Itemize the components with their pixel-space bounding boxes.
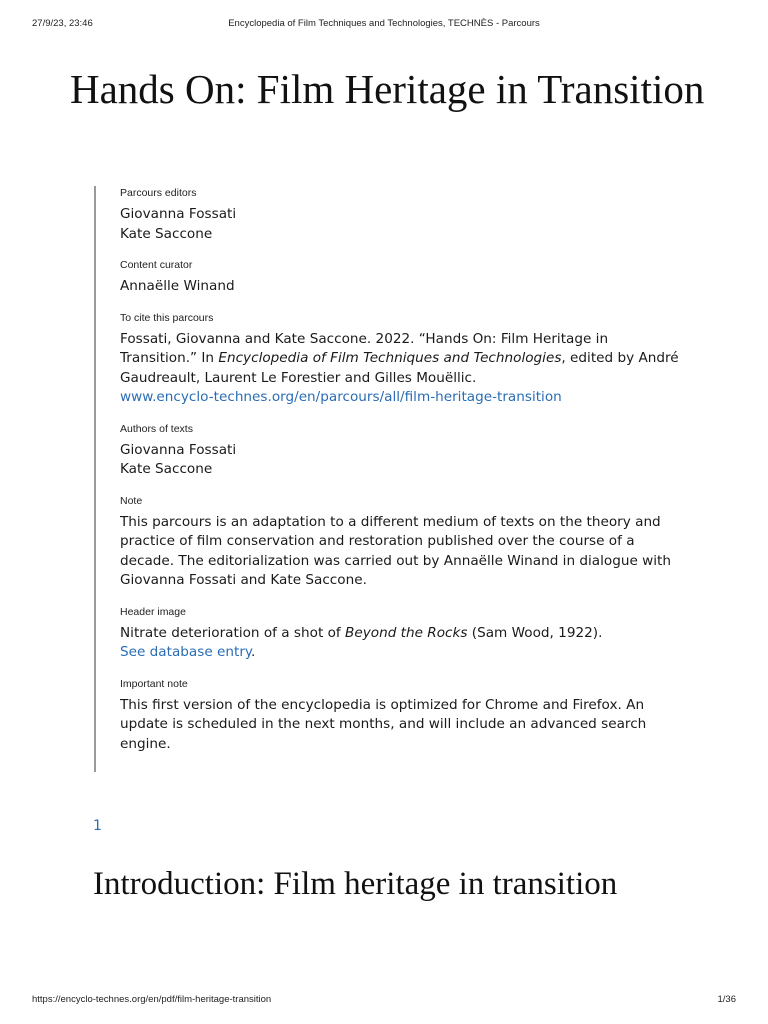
citation-part1: Fossati, Giovanna and Kate Saccone. 2022. “Hands On: Film Heritage in Transition.” In [120, 330, 609, 366]
page-counter: 1/36 [717, 994, 736, 1005]
authors-label: Authors of texts [120, 422, 193, 435]
citation-book-title: Encyclopedia of Film Techniques and Technologies [218, 350, 562, 366]
header-image-section [120, 605, 686, 663]
citation-section [120, 311, 686, 408]
metadata-content [120, 186, 686, 768]
print-datetime: 27/9/23, 23:46 [32, 18, 93, 29]
author-name: Giovanna Fossati [120, 441, 237, 458]
print-url: https://encyclo-technes.org/en/pdf/film-heritage-transition [32, 994, 272, 1005]
citation-part2: , edited by André Gaudreault, Laurent Le Forestier and Gilles Mouëllic. [120, 350, 679, 386]
note-label: Note [120, 494, 143, 507]
editors-section [120, 186, 686, 244]
important-note-label: Important note [120, 677, 188, 690]
citation-text [120, 330, 686, 408]
editors-label: Parcours editors [120, 187, 197, 199]
header-image-caption [120, 624, 686, 663]
print-header [32, 18, 736, 32]
curator-section [120, 258, 686, 297]
header-image-prefix: Nitrate deterioration of a shot of [120, 624, 346, 641]
important-note-text: This first version of the encyclopedia is optimized for Chrome and Firefox. An update is scheduled in the next months, and will include an advanced search engine. [120, 696, 647, 752]
database-entry-link[interactable]: See database entry [120, 644, 252, 660]
editor-name: Giovanna Fossati [120, 206, 237, 222]
citation-label: To cite this parcours [120, 311, 214, 324]
metadata-block [94, 186, 686, 772]
important-note-section [120, 677, 686, 755]
curator-name: Annaëlle Winand [120, 278, 235, 294]
header-image-suffix: (Sam Wood, 1922). [467, 624, 603, 641]
print-footer [32, 994, 736, 1008]
note-text: This parcours is an adaptation to a different medium of texts on the theory and practice of film conservation and restoration published over the course of a decade. The editorialization was carried out by Annaëlle Winand in dialogue with Giovanna Fossati and Kate Saccone. [120, 513, 671, 588]
print-doc-title: Encyclopedia of Film Techniques and Technologies, TECHNÈS - Parcours [228, 18, 540, 29]
link-period: . [251, 644, 256, 660]
author-name: Kate Saccone [120, 461, 213, 477]
authors-section [120, 422, 686, 480]
header-image-label: Header image [120, 605, 186, 618]
section-number-link[interactable]: 1 [93, 818, 102, 834]
film-title: Beyond the Rocks [345, 624, 468, 641]
page-title: Hands On: Film Heritage in Transition [70, 66, 705, 112]
citation-link[interactable]: www.encyclo-technes.org/en/parcours/all/film-heritage-transition [120, 389, 562, 405]
note-section [120, 494, 686, 591]
section-title: Introduction: Film heritage in transition [93, 866, 618, 902]
editor-name: Kate Saccone [120, 225, 213, 242]
curator-label: Content curator [120, 259, 193, 271]
